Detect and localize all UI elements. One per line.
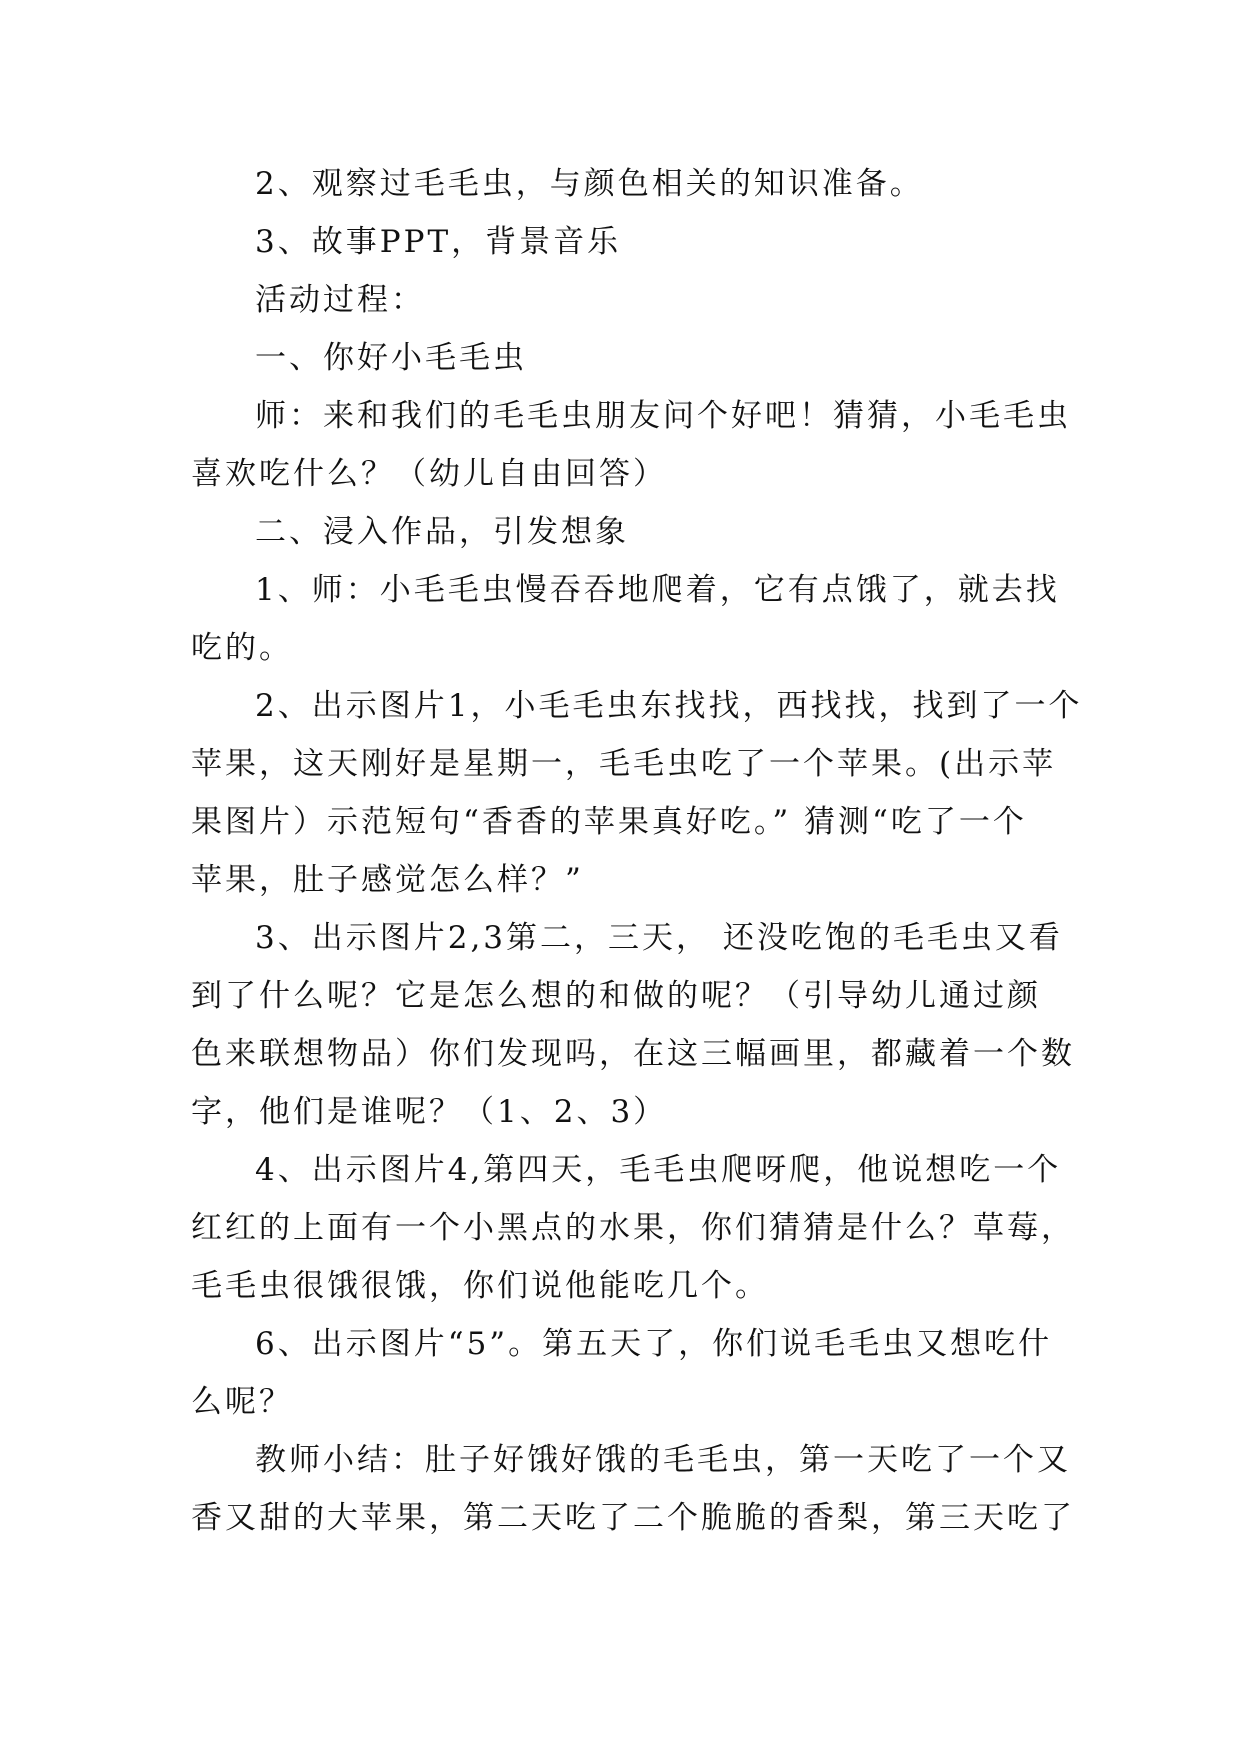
text-line: 3、出示图片2,3第二，三天， 还没吃饱的毛毛虫又看 <box>255 920 1063 956</box>
section-heading: 二、浸入作品，引发想象 <box>255 514 629 550</box>
text-line: 色来联想物品）你们发现吗，在这三幅画里，都藏着一个数 <box>191 1036 1075 1072</box>
text-line: 么呢？ <box>191 1384 293 1420</box>
text-line: 字，他们是谁呢？（1、2、3） <box>191 1094 668 1130</box>
text-line: 苹果，这天刚好是星期一，毛毛虫吃了一个苹果。(出示苹 <box>191 746 1057 782</box>
text-line: 喜欢吃什么？（幼儿自由回答） <box>191 456 667 492</box>
text-line: 4、出示图片4,第四天，毛毛虫爬呀爬，他说想吃一个 <box>255 1152 1062 1188</box>
text-line: 3、故事PPT，背景音乐 <box>255 224 622 260</box>
text-line: 香又甜的大苹果，第二天吃了二个脆脆的香梨，第三天吃了 <box>191 1500 1075 1536</box>
text-line: 2、出示图片1，小毛毛虫东找找，西找找，找到了一个 <box>255 688 1083 724</box>
text-line: 苹果，肚子感觉怎么样？” <box>191 862 584 898</box>
text-line: 毛毛虫很饿很饿，你们说他能吃几个。 <box>191 1268 769 1304</box>
text-line: 红红的上面有一个小黑点的水果，你们猜猜是什么？草莓， <box>191 1210 1075 1246</box>
document-body <box>191 155 1083 1547</box>
text-line: 到了什么呢？它是怎么想的和做的呢？（引导幼儿通过颜 <box>191 978 1041 1014</box>
text-line: 吃的。 <box>191 630 293 666</box>
text-line: 教师小结：肚子好饿好饿的毛毛虫，第一天吃了一个又 <box>255 1442 1071 1478</box>
section-heading: 一、你好小毛毛虫 <box>255 340 527 376</box>
text-line: 2、观察过毛毛虫，与颜色相关的知识准备。 <box>255 166 924 202</box>
text-line: 活动过程： <box>255 282 425 318</box>
text-line: 师：来和我们的毛毛虫朋友问个好吧！猜猜，小毛毛虫 <box>255 398 1071 434</box>
text-line: 6、出示图片“5”。第五天了，你们说毛毛虫又想吃什 <box>255 1326 1053 1362</box>
text-line: 1、师：小毛毛虫慢吞吞地爬着，它有点饿了，就去找 <box>255 572 1060 608</box>
text-line: 果图片）示范短句“香香的苹果真好吃。” 猜测“吃了一个 <box>191 804 1027 840</box>
